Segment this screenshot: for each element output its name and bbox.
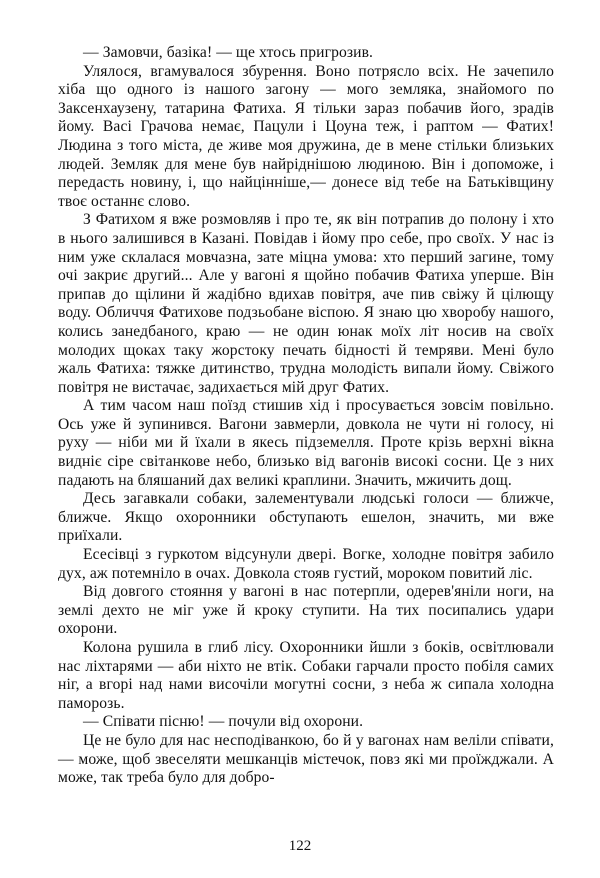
page-number: 122 xyxy=(288,838,312,854)
paragraph: З Фатихом я вже розмовляв і про те, як він потрапив до полону і хто в нього залишився в Казані. Повідав і йому про себе, про своїх. У нас із ним уже склалася мовчазна, зате міцна умова: хто перший загине, тому очі закриє другий... Але у вагоні я щойно побачив Фатиха уперше. Він припав до щілини й жадібно вдихав повітря, аче пив свіжу й цілющу воду. Обличчя Фатихове подзьобане віспою. Я знаю цю хворобу нашого, колись занедбаного, краю — не один юнак моїх літ носив на своїх молодих щоках таку жорстоку печать бідності й темряви. Мені було жаль Фатиха: тяжке дитинство, трудна молодість випали йому. Свіжого повітря не вистачає, задихається мій друг Фатих. xyxy=(58,211,554,396)
paragraph: Десь загавкали собаки, залементували людські голоси — ближче, ближче. Якщо охоронники обступають ешелон, значить, ми вже приїхали. xyxy=(58,490,554,545)
paragraph: А тим часом наш поїзд стишив хід і просувається зовсім повільно. Ось уже й зупинився. Вагони завмерли, довкола не чути ні голосу, ні руху — ніби ми й їхали в якесь підземелля. Проте крізь верхні вікна видніє сіре світанкове небо, близько від вагонів високі сосни. Це з них падають на бляшаний дах великі краплини. Значить, мжичить дощ. xyxy=(58,397,554,489)
paragraph: Колона рушила в глиб лісу. Охоронники йшли з боків, освітлювали нас ліхтарями — аби ніхто не втік. Собаки гарчали просто побіля самих ніг, а вгорі над нами височіли могутні сосни, з неба ж сипала холодна паморозь. xyxy=(58,639,554,712)
paragraph: Улялося, вгамувалося збурення. Воно потрясло всіх. Не зачепило хіба що одного із нашого загону — мого земляка, знайомого по Заксенхаузену, татарина Фатиха. Я тільки зараз побачив його, зрадів йому. Васі Грачова немає, Пацули і Цоуна теж, і раптом — Фатих! Людина з того міста, де живе моя дружина, де в мене стільки близьких людей. Земляк для мене був найріднішою людиною. Він і допоможе, і передасть новину, і, що найцінніше,— донесе від тебе на Батьківщину твоє останнє слово. xyxy=(58,62,554,210)
paragraph: — Співати пісню! — почули від охорони. xyxy=(83,713,364,731)
paragraph: Есесівці з гуркотом відсунули двері. Вогке, холодне повітря забило дух, аж потемніло в очах. Довкола стояв густий, мороком повитий ліс. xyxy=(58,546,554,582)
paragraph: — Замовчи, базіка! — ще хтось пригрозив. xyxy=(83,44,374,61)
paragraph: Це не було для нас несподіванкою, бо й у вагонах нам веліли співати,— може, щоб звеселяти мешканців містечок, повз які ми проїжджали. А може, так треба було для добро- xyxy=(58,731,554,787)
paragraph: Від довгого стояння у вагоні в нас потерпли, одерев'яніли ноги, на землі дехто не міг уже й кроку ступити. На тих посипались удари охорони. xyxy=(58,583,554,638)
page-text-body xyxy=(58,44,554,788)
